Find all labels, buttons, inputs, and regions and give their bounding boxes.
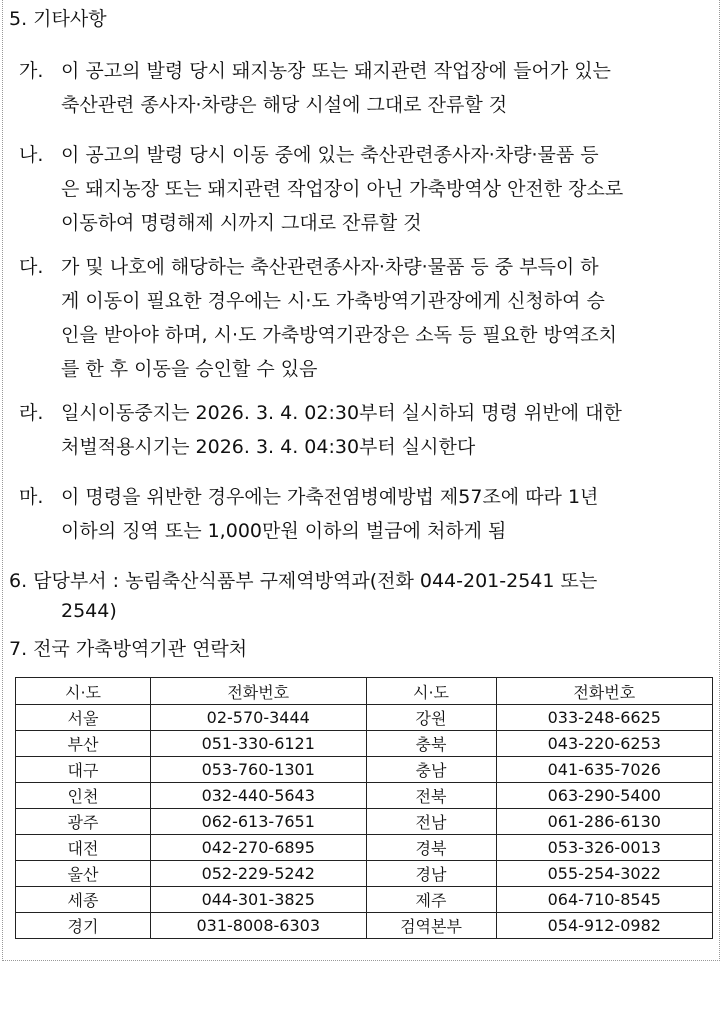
region-cell: 세종: [16, 887, 151, 913]
item-line: 은 돼지농장 또는 돼지관련 작업장이 아닌 가축방역상 안전한 장소로: [61, 178, 624, 200]
region-cell: 경기: [16, 913, 151, 939]
phone-cell: 033-248-6625: [496, 705, 713, 731]
item-label: 마.: [19, 486, 44, 508]
region-cell: 경남: [366, 861, 496, 887]
section-7-title: 7. 전국 가축방역기관 연락처: [9, 638, 248, 660]
region-cell: 제주: [366, 887, 496, 913]
item-line: 인을 받아야 하며, 시·도 가축방역기관장은 소독 등 필요한 방역조치: [61, 324, 617, 346]
region-cell: 광주: [16, 809, 151, 835]
item-label: 라.: [19, 402, 44, 424]
phone-cell: 02-570-3444: [150, 705, 366, 731]
region-cell: 울산: [16, 861, 151, 887]
phone-cell: 043-220-6253: [496, 731, 713, 757]
phone-cell: 041-635-7026: [496, 757, 713, 783]
item-line: 일시이동중지는 2026. 3. 4. 02:30부터 실시하되 명령 위반에 대한: [61, 402, 622, 424]
item-line: 축산관련 종사자·차량은 해당 시설에 그대로 잔류할 것: [61, 94, 508, 116]
header-region: 시·도: [366, 678, 496, 705]
table-row: [16, 783, 713, 809]
table-row: [16, 835, 713, 861]
region-cell: 충남: [366, 757, 496, 783]
item-line: 처벌적용시기는 2026. 3. 4. 04:30부터 실시한다: [61, 436, 476, 458]
item-line: 이동하여 명령해제 시까지 그대로 잔류할 것: [61, 212, 422, 234]
header-phone: 전화번호: [496, 678, 713, 705]
item-line: 이하의 징역 또는 1,000만원 이하의 벌금에 처하게 됨: [61, 520, 507, 542]
phone-cell: 053-326-0013: [496, 835, 713, 861]
region-cell: 경북: [366, 835, 496, 861]
region-cell: 대구: [16, 757, 151, 783]
table-row: [16, 809, 713, 835]
document-page: [2, 0, 720, 961]
phone-cell: 051-330-6121: [150, 731, 366, 757]
phone-cell: 053-760-1301: [150, 757, 366, 783]
item-line: 이 공고의 발령 당시 이동 중에 있는 축산관련종사자·차량·물품 등: [61, 144, 599, 166]
phone-cell: 044-301-3825: [150, 887, 366, 913]
header-phone: 전화번호: [150, 678, 366, 705]
contacts-table: [15, 677, 713, 939]
section-6-line-1: 6. 담당부서 : 농림축산식품부 구제역방역과(전화 044-201-2541 또는: [9, 570, 598, 592]
region-cell: 전북: [366, 783, 496, 809]
header-region: 시·도: [16, 678, 151, 705]
phone-cell: 055-254-3022: [496, 861, 713, 887]
item-line: 를 한 후 이동을 승인할 수 있음: [61, 358, 318, 380]
item-line: 이 명령을 위반한 경우에는 가축전염병예방법 제57조에 따라 1년: [61, 486, 599, 508]
item-line: 게 이동이 필요한 경우에는 시·도 가축방역기관장에게 신청하여 승: [61, 290, 605, 312]
table-header-row: [16, 678, 713, 705]
region-cell: 서울: [16, 705, 151, 731]
table-row: [16, 705, 713, 731]
phone-cell: 062-613-7651: [150, 809, 366, 835]
item-line: 이 공고의 발령 당시 돼지농장 또는 돼지관련 작업장에 들어가 있는: [61, 60, 611, 82]
table-row: [16, 731, 713, 757]
item-line: 가 및 나호에 해당하는 축산관련종사자·차량·물품 등 중 부득이 하: [61, 256, 599, 278]
table-row: [16, 757, 713, 783]
region-cell: 강원: [366, 705, 496, 731]
item-label: 다.: [19, 256, 44, 278]
phone-cell: 031-8008-6303: [150, 913, 366, 939]
section-6-line-2: 2544): [61, 600, 117, 622]
phone-cell: 063-290-5400: [496, 783, 713, 809]
phone-cell: 054-912-0982: [496, 913, 713, 939]
table-row: [16, 913, 713, 939]
phone-cell: 052-229-5242: [150, 861, 366, 887]
phone-cell: 042-270-6895: [150, 835, 366, 861]
section-5-title: 5. 기타사항: [9, 8, 107, 30]
phone-cell: 064-710-8545: [496, 887, 713, 913]
table-row: [16, 887, 713, 913]
region-cell: 인천: [16, 783, 151, 809]
region-cell: 검역본부: [366, 913, 496, 939]
region-cell: 전남: [366, 809, 496, 835]
table-row: [16, 861, 713, 887]
item-label: 나.: [19, 144, 44, 166]
region-cell: 대전: [16, 835, 151, 861]
phone-cell: 061-286-6130: [496, 809, 713, 835]
region-cell: 충북: [366, 731, 496, 757]
region-cell: 부산: [16, 731, 151, 757]
item-label: 가.: [19, 60, 44, 82]
phone-cell: 032-440-5643: [150, 783, 366, 809]
